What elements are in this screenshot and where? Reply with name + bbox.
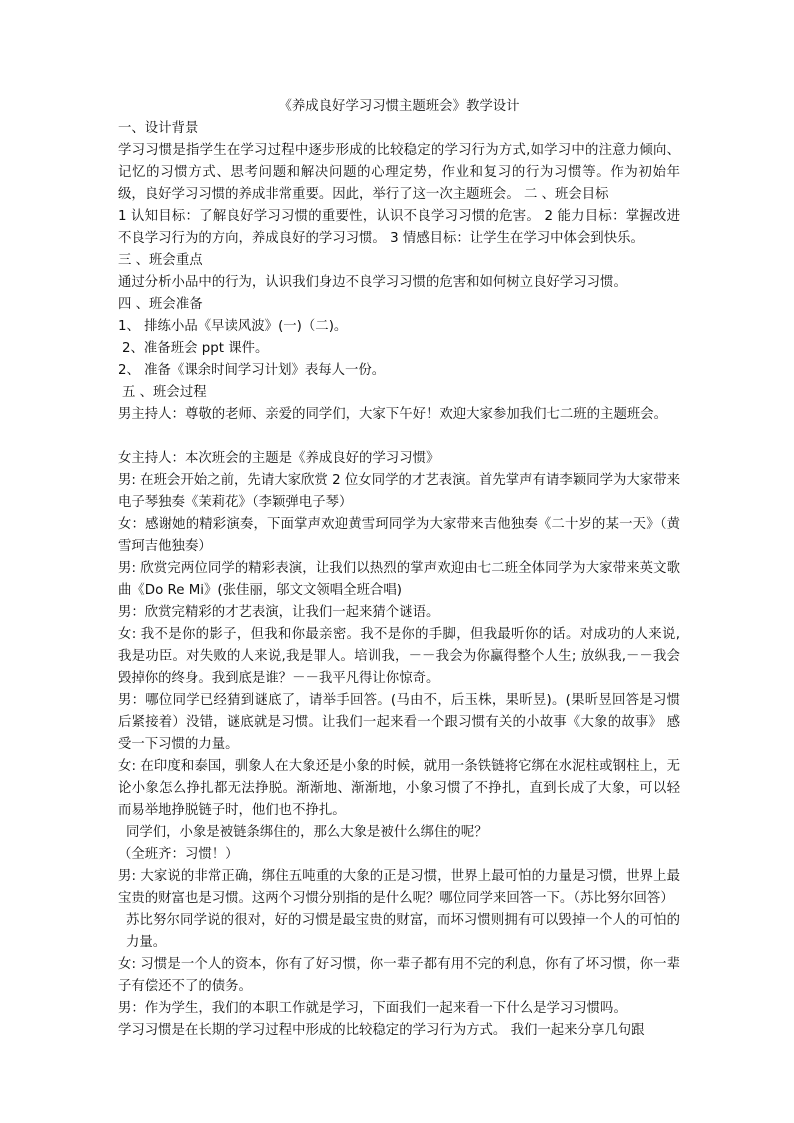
dialogue-line-study: 男：作为学生，我们的本职工作就是学习，下面我们一起来看一下什么是学习习惯吗。 bbox=[118, 1001, 627, 1016]
dialogue-line-elephant: 女: 在印度和泰国，驯象人在大象还是小象的时候，就用一条铁链将它绑在水泥柱或钢柱上，无论小象怎么挣扎都无法挣脱。渐渐地、渐渐地，小象习惯了不挣扎，直到长成了大象，可以轻而易举地挣脱链子时，他们也不挣扎。 bbox=[118, 759, 680, 818]
dialogue-line-riddle: 女: 我不是你的影子，但我和你最亲密。我不是你的手脚，但我最听你的话。对成功的人来说,我是功臣。对失败的人来说,我是罪人。培训我，－－我会为你赢得整个人生; 放纵我,－－我会毁掉你的终身。我到底是谁？－－我平凡得让你惊奇。 bbox=[118, 627, 680, 686]
section-heading-preparation: 四 、班会准备 bbox=[118, 297, 203, 312]
paragraph-focus: 通过分析小品中的行为，认识我们身边不良学习习惯的危害和如何树立良好学习习惯。 bbox=[118, 275, 627, 290]
dialogue-line-6: 男：欣赏完精彩的才艺表演，让我们一起来猜个谜语。 bbox=[118, 605, 440, 620]
list-item-prep-1: 1、 排练小品《早读风波》(一)（二)。 bbox=[118, 319, 348, 334]
list-item-prep-3: 2、 准备《课余时间学习计划》表每人一份。 bbox=[118, 363, 386, 378]
paragraph-study-habit: 学习习惯是在长期的学习过程中形成的比较稳定的学习行为方式。 我们一起来分享几句跟 bbox=[118, 1023, 645, 1038]
dialogue-line-answer: 男：哪位同学已经猜到谜底了，请举手回答。(马由不，后玉株，果昕昱)。(果昕昱回答是习惯后紧接着）没错，谜底就是习惯。让我们一起来看一个跟习惯有关的小故事《大象的故事》 感受一下习惯的力量。 bbox=[118, 693, 680, 752]
dialogue-line-5: 男: 欣赏完两位同学的精彩表演，让我们以热烈的掌声欢迎由七二班全体同学为大家带来英文歌曲《Do Re Mi》(张佳丽，邬文文领唱全班合唱) bbox=[118, 561, 680, 598]
dialogue-line-question: 同学们，小象是被链条绑住的，那么大象是被什么绑住的呢？ bbox=[126, 825, 488, 840]
section-heading-background: 一、设计背景 bbox=[118, 121, 199, 136]
dialogue-line-capital: 女: 习惯是一个人的资本，你有了好习惯，你一辈子都有用不完的利息，你有了坏习惯，你一辈子有偿还不了的债务。 bbox=[118, 957, 680, 994]
paragraph-goals: 1 认知目标：了解良好学习习惯的重要性，认识不良学习习惯的危害。 2 能力目标：掌握改进不良学习行为的方向，养成良好的学习习惯。 3 情感目标：让学生在学习中体会到快乐。 bbox=[118, 209, 680, 246]
section-heading-process: 五 、班会过程 bbox=[122, 385, 207, 400]
dialogue-line-class-answer: （全班齐：习惯！） bbox=[118, 847, 239, 862]
dialogue-line-2: 女主持人：本次班会的主题是《养成良好的学习习惯》 bbox=[118, 451, 440, 466]
dialogue-line-1: 男主持人：尊敬的老师、亲爱的同学们，大家下午好！欢迎大家参加我们七二班的主题班会。 bbox=[118, 407, 668, 422]
paragraph-background: 学习习惯是指学生在学习过程中逐步形成的比较稳定的学习行为方式,如学习中的注意力倾向、记忆的习惯方式、思考问题和解决问题的心理定势，作业和复习的行为习惯等。作为初始年级，良好学习习惯的养成非常重要。因此，举行了这一次主题班会。 二 、班会目标 bbox=[118, 143, 680, 202]
dialogue-line-habit: 男: 大家说的非常正确，绑住五吨重的大象的正是习惯，世界上最可怕的力量是习惯，世界上最宝贵的财富也是习惯。这两个习惯分别指的是什么呢？哪位同学来回答一下。（苏比努尔回答） bbox=[118, 869, 680, 906]
dialogue-line-4: 女：感谢她的精彩演奏，下面掌声欢迎黄雪珂同学为大家带来吉他独奏《二十岁的某一天》（黄雪珂吉他独奏） bbox=[118, 517, 680, 554]
blank-line bbox=[118, 426, 680, 448]
dialogue-line-3: 男: 在班会开始之前，先请大家欣赏 2 位女同学的才艺表演。首先掌声有请李颖同学为大家带来电子琴独奏《茉莉花》（李颖弹电子琴） bbox=[118, 473, 680, 510]
section-heading-focus: 三 、班会重点 bbox=[118, 253, 203, 268]
dialogue-line-sbne: 苏比努尔同学说的很对，好的习惯是最宝贵的财富，而坏习惯则拥有可以毁掉一个人的可怕的力量。 bbox=[126, 913, 680, 950]
document-page bbox=[118, 96, 680, 1042]
list-item-prep-2: 2、准备班会 ppt 课件。 bbox=[122, 341, 269, 356]
document-title: 《养成良好学习习惯主题班会》教学设计 bbox=[278, 99, 520, 114]
